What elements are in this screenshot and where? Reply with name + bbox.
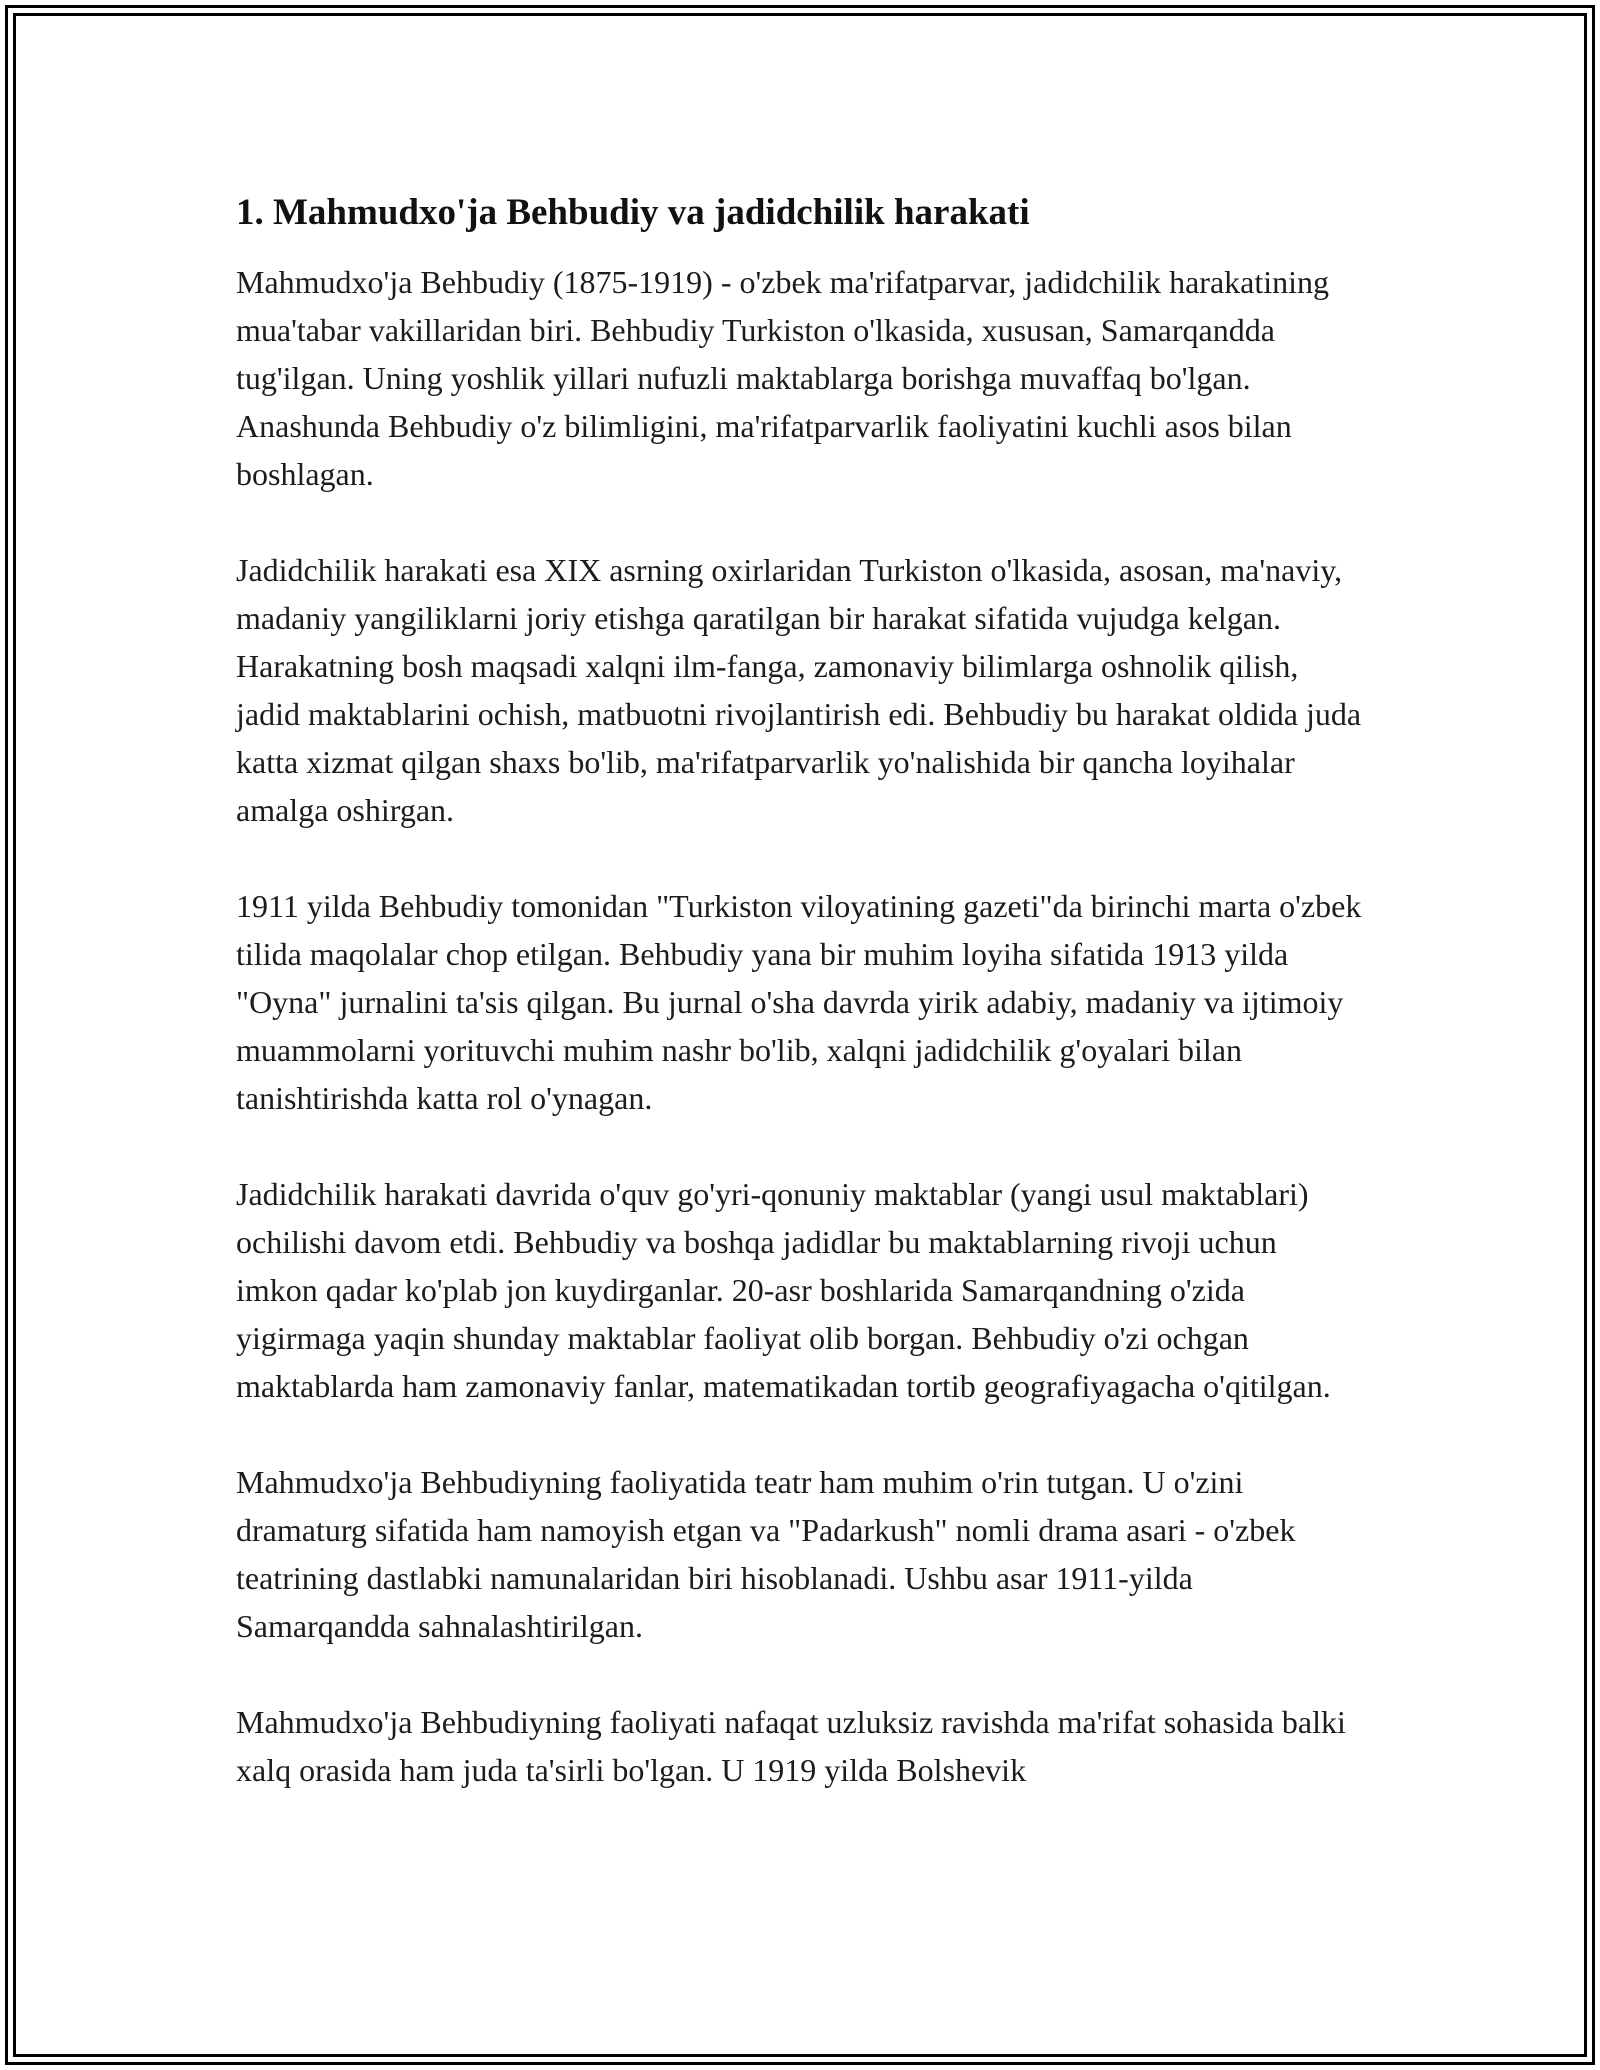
paragraph-intro: Mahmudxo'ja Behbudiy (1875-1919) - o'zbek ma'rifatparvar, jadidchilik harakatining mua'tabar vakillaridan biri. Behbudiy Turkiston o'lkasida, xususan, Samarqandda tug'ilgan. Uning yoshlik yillari nufuzli maktablarga borishga muvaffaq bo'lgan. Anashunda Behbudiy o'z bilimligini, ma'rifatparvarlik faoliyatini kuchli asos bilan boshlagan. bbox=[236, 264, 1330, 492]
paragraph-jadidism: Jadidchilik harakati esa XIX asrning oxirlaridan Turkiston o'lkasida, asosan, ma'naviy, madaniy yangiliklarni joriy etishga qaratilgan bir harakat sifatida vujudga kelgan. Harakatning bosh maqsadi xalqni ilm-fanga, zamonaviy bilimlarga oshnolik qilish, jadid maktablarini ochish, matbuotni rivojlantirish edi. Behbudiy bu harakat oldida juda katta xizmat qilgan shaxs bo'lib, ma'rifatparvarlik yo'nalishida bir qancha loyihalar amalga oshirgan. bbox=[236, 552, 1362, 828]
paragraph-influence: Mahmudxo'ja Behbudiyning faoliyati nafaqat uzluksiz ravishda ma'rifat sohasida balki xalq orasida ham juda ta'sirli bo'lgan. U 1919 yilda Bolshevik bbox=[236, 1704, 1346, 1788]
paragraph-theatre: Mahmudxo'ja Behbudiyning faoliyatida teatr ham muhim o'rin tutgan. U o'zini dramaturg sifatida ham namoyish etgan va "Padarkush" nomli drama asari - o'zbek teatrining dastlabki namunalaridan biri hisoblanadi. Ushbu asar 1911-yilda Samarqandda sahnalashtirilgan. bbox=[236, 1464, 1296, 1644]
section-heading: 1. Mahmudxo'ja Behbudiy va jadidchilik harakati bbox=[236, 192, 1030, 233]
paragraph-press: 1911 yilda Behbudiy tomonidan "Turkiston viloyatining gazeti"da birinchi marta o'zbek tilida maqolalar chop etilgan. Behbudiy yana bir muhim loyiha sifatida 1913 yilda "Oyna" jurnalini ta'sis qilgan. Bu jurnal o'sha davrda yirik adabiy, madaniy va ijtimoiy muammolarni yorituvchi muhim nashr bo'lib, xalqni jadidchilik g'oyalari bilan tanishtirishda katta rol o'ynagan. bbox=[236, 888, 1362, 1116]
document-body bbox=[236, 188, 1366, 1842]
paragraph-schools: Jadidchilik harakati davrida o'quv go'yri-qonuniy maktablar (yangi usul maktablari) ochilishi davom etdi. Behbudiy va boshqa jadidlar bu maktablarning rivoji uchun imkon qadar ko'plab jon kuydirganlar. 20-asr boshlarida Samarqandning o'zida yigirmaga yaqin shunday maktablar faoliyat olib borgan. Behbudiy o'zi ochgan maktablarda ham zamonaviy fanlar, matematikadan tortib geografiyagacha o'qitilgan. bbox=[236, 1176, 1331, 1404]
